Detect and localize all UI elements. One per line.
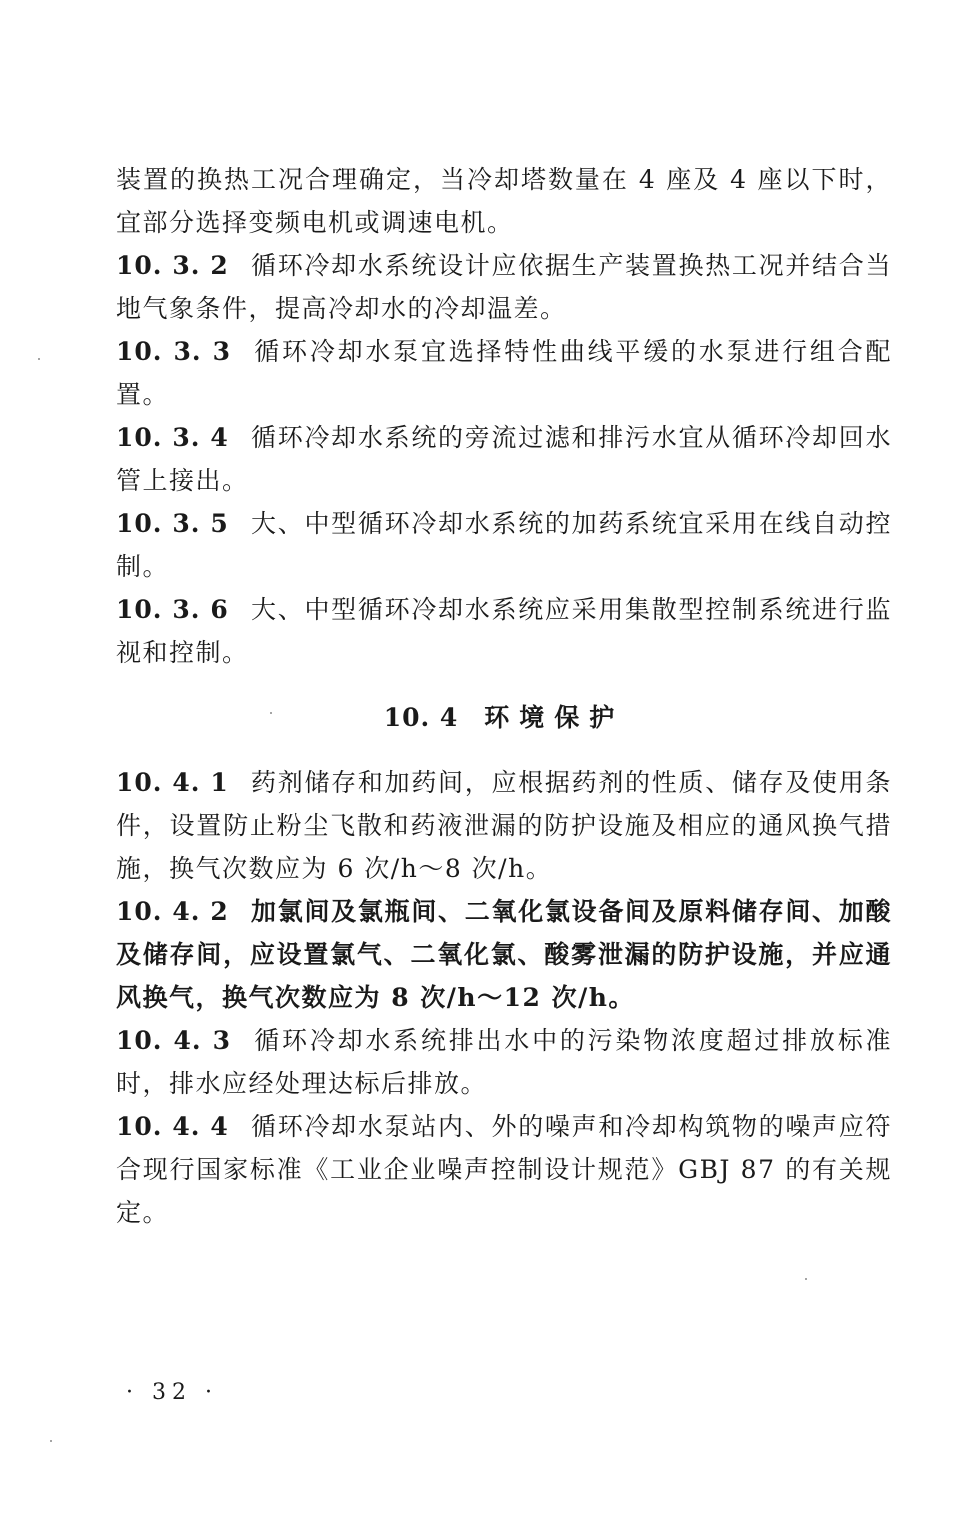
- clause-10-3-2: [116, 244, 892, 330]
- section-title: 环境保护: [484, 703, 625, 732]
- clause-10-3-6: [116, 588, 892, 674]
- clause-10-3-3: [116, 330, 892, 416]
- clause-text: 循环冷却水系统排出水中的污染物浓度超过排放标准时，排水应经处理达标后排放。: [116, 1026, 892, 1098]
- clause-10-4-3: [116, 1019, 892, 1105]
- paragraph-continuation: [116, 158, 892, 244]
- clause-10-4-4: [116, 1105, 892, 1234]
- clause-text: 大、中型循环冷却水系统应采用集散型控制系统进行监视和控制。: [116, 595, 892, 667]
- clause-number: 10. 4. 2: [116, 897, 229, 926]
- scan-speck: [50, 1440, 52, 1442]
- clause-number: 10. 3. 6: [116, 595, 229, 624]
- clause-10-3-5: [116, 502, 892, 588]
- clause-text: 药剂储存和加药间，应根据药剂的性质、储存及使用条件，设置防止粉尘飞散和药液泄漏的防护设施及相应的通风换气措施，换气次数应为 6 次/h～8 次/h。: [116, 768, 892, 883]
- clause-number: 10. 4. 1: [116, 768, 229, 797]
- scan-speck: [270, 712, 272, 714]
- clause-10-3-4: [116, 416, 892, 502]
- clause-text: 循环冷却水泵宜选择特性曲线平缓的水泵进行组合配置。: [116, 337, 892, 409]
- clause-number: 10. 4. 4: [116, 1112, 229, 1141]
- clause-text: 循环冷却水泵站内、外的噪声和冷却构筑物的噪声应符合现行国家标准《工业企业噪声控制设计规范》GBJ 87 的有关规定。: [116, 1112, 892, 1227]
- clause-text-mandatory: 加氯间及氯瓶间、二氧化氯设备间及原料储存间、加酸及储存间，应设置氯气、二氧化氯、酸雾泄漏的防护设施，并应通风换气，换气次数应为 8 次/h～12 次/h。: [116, 897, 892, 1012]
- page-number: · 32 ·: [126, 1380, 218, 1405]
- paragraph-text: 装置的换热工况合理确定，当冷却塔数量在 4 座及 4 座以下时，宜部分选择变频电机或调速电机。: [116, 165, 892, 237]
- scan-speck: [38, 358, 40, 360]
- clause-number: 10. 3. 3: [116, 337, 231, 366]
- clause-text: 大、中型循环冷却水系统的加药系统宜采用在线自动控制。: [116, 509, 892, 581]
- clause-text: 循环冷却水系统的旁流过滤和排污水宜从循环冷却回水管上接出。: [116, 423, 892, 495]
- clause-10-4-1: [116, 761, 892, 890]
- section-number: 10. 4: [383, 703, 459, 732]
- clause-number: 10. 3. 5: [116, 509, 229, 538]
- scan-speck: [805, 1278, 807, 1280]
- clause-number: 10. 3. 4: [116, 423, 229, 452]
- clause-number: 10. 4. 3: [116, 1026, 231, 1055]
- section-heading: [116, 696, 892, 739]
- clause-text: 循环冷却水系统设计应依据生产装置换热工况并结合当地气象条件，提高冷却水的冷却温差。: [116, 251, 892, 323]
- clause-number: 10. 3. 2: [116, 251, 229, 280]
- page-content: [116, 158, 892, 1234]
- clause-10-4-2: [116, 890, 892, 1019]
